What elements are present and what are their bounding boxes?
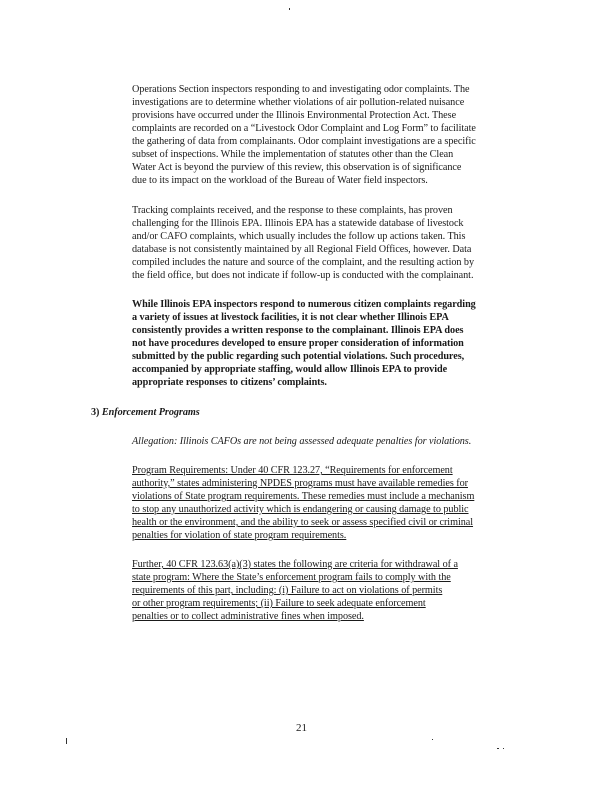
scan-speck xyxy=(66,738,67,744)
text-line: Operations Section inspectors responding to and investigating odor complaints. The xyxy=(132,84,470,95)
text-line: compiled includes the nature and source of the complaint, and the resulting action by xyxy=(132,257,475,268)
bold-text-line: consistently provides a written response to the complainant. Illinois EPA does xyxy=(132,325,464,336)
underlined-text-line: Further, 40 CFR 123.63(a)(3) states the following are criteria for withdrawal of a xyxy=(132,559,458,570)
page-number: 21 xyxy=(296,722,307,734)
section-heading xyxy=(91,406,200,419)
text-line: the gathering of data from complainants. Odor complaint investigations are a specific xyxy=(132,136,476,147)
underlined-text-line: penalties or to collect administrative fines when imposed. xyxy=(132,611,364,622)
text-line: the field office, but does not indicate if follow-up is conducted with the complainant. xyxy=(132,270,474,281)
text-line: subset of inspections. While the implementation of statutes other than the Clean xyxy=(132,149,454,160)
text-line: due to its impact on the workload of the Bureau of Water field inspectors. xyxy=(132,175,428,186)
scan-speck xyxy=(432,739,433,740)
bold-text-line: While Illinois EPA inspectors respond to numerous citizen complaints regarding xyxy=(132,299,476,310)
bold-text-line: accompanied by appropriate staffing, would allow Illinois EPA to provide xyxy=(132,364,448,375)
section-number: 3) xyxy=(91,407,100,418)
text-line: Water Act is beyond the purview of this review, this observation is of significance xyxy=(132,162,462,173)
underlined-text-line: health or the environment, and the ability to seek or assess specified civil or criminal xyxy=(132,517,474,528)
underlined-text-line: requirements of this part, including: (i) Failure to act on violations of permits xyxy=(132,585,443,596)
scan-speck xyxy=(503,748,504,749)
scan-speck xyxy=(289,8,290,10)
text-line: and/or CAFO complaints, which usually includes the follow up actions taken. This xyxy=(132,231,466,242)
text-line: provisions have occurred under the Illinois Environmental Protection Act. These xyxy=(132,110,457,121)
underlined-text-line: penalties for violation of state program requirements. xyxy=(132,530,347,541)
underlined-text-line: authority,” states administering NPDES programs must have available remedies for xyxy=(132,478,468,489)
bold-text-line: a variety of issues at livestock facilities, it is not clear whether Illinois EPA xyxy=(132,312,449,323)
text-line: challenging for the Illinois EPA. Illinois EPA has a statewide database of livestock xyxy=(132,218,464,229)
underlined-text-line: or other program requirements; (ii) Failure to seek adequate enforcement xyxy=(132,598,426,609)
allegation-text: Allegation: Illinois CAFOs are not being assessed adequate penalties for violations. xyxy=(132,436,472,447)
underlined-text-line: Program Requirements: Under 40 CFR 123.27, “Requirements for enforcement xyxy=(132,465,453,476)
text-line: database is not consistently maintained by all Regional Field Offices, however. Data xyxy=(132,244,472,255)
text-line: complaints are recorded on a “Livestock Odor Complaint and Log Form” to facilitate xyxy=(132,123,476,134)
scan-speck xyxy=(497,748,499,749)
underlined-text-line: state program: Where the State’s enforcement program fails to comply with the xyxy=(132,572,451,583)
underlined-text-line: to stop any unauthorized activity which is endangering or causing damage to public xyxy=(132,504,469,515)
text-line: investigations are to determine whether violations of air pollution-related nuisance xyxy=(132,97,465,108)
text-line: Tracking complaints received, and the response to these complaints, has proven xyxy=(132,205,453,216)
bold-text-line: submitted by the public regarding such potential violations. Such procedures, xyxy=(132,351,465,362)
bold-text-line: appropriate responses to citizens’ complaints. xyxy=(132,377,327,388)
section-title: Enforcement Programs xyxy=(101,407,200,418)
underlined-text-line: violations of State program requirements. These remedies must include a mechanism xyxy=(132,491,475,502)
bold-text-line: not have procedures developed to ensure proper consideration of information xyxy=(132,338,464,349)
